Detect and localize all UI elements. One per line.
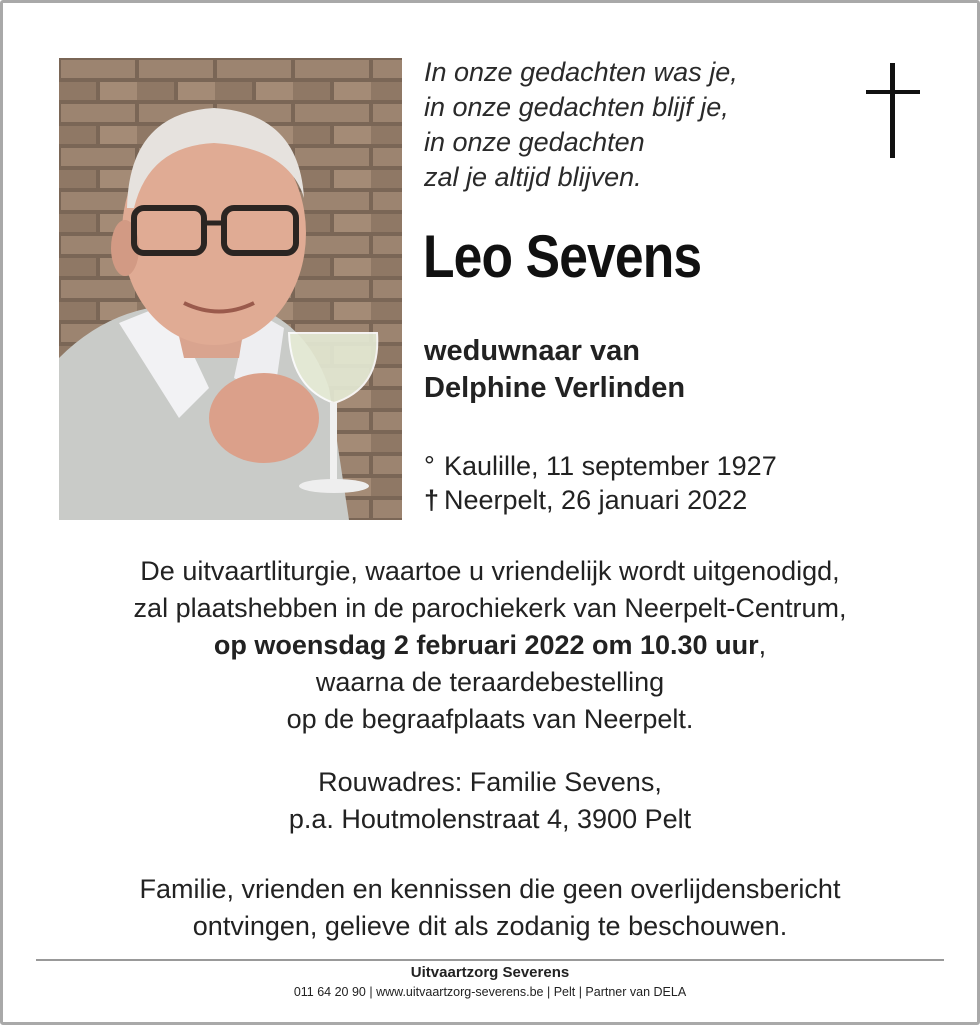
notice-line: Familie, vrienden en kennissen die geen overlijdensbericht (139, 874, 841, 904)
funeral-company: Uitvaartzorg Severens (410, 964, 570, 981)
poem-line: zal je altijd blijven. (424, 162, 642, 192)
spouse-name: Delphine Verlinden (424, 372, 686, 404)
cross-icon (860, 60, 926, 160)
mourning-address (0, 764, 980, 838)
liturgy-punctuation: , (758, 630, 767, 660)
spouse-line: weduwnaar van (424, 335, 640, 367)
contact-info: 011 64 20 90 | www.uitvaartzorg-severens.be | Pelt | Partner van DELA (293, 985, 687, 999)
liturgy-line: De uitvaartliturgie, waartoe u vriendelijk wordt uitgenodigd, (140, 556, 840, 586)
notice-line: ontvingen, gelieve dit als zodanig te beschouwen. (192, 911, 788, 941)
death-date: Neerpelt, 26 januari 2022 (444, 485, 748, 515)
poem-line: In onze gedachten was je, (424, 57, 738, 87)
death-line (424, 483, 777, 517)
portrait-photo (59, 58, 402, 520)
address-line: p.a. Houtmolenstraat 4, 3900 Pelt (288, 804, 692, 834)
life-dates (424, 449, 777, 517)
birth-line (424, 449, 777, 483)
footer-divider (36, 959, 944, 961)
ceremony-datetime: op woensdag 2 februari 2022 om 10.30 uur (213, 630, 759, 660)
birth-date: Kaulille, 11 september 1927 (444, 451, 777, 481)
spouse-info (424, 333, 685, 407)
address-line: Rouwadres: Familie Sevens, (318, 767, 662, 797)
death-symbol: † (424, 485, 440, 515)
liturgy-line: waarna de teraardebestelling (315, 667, 665, 697)
birth-symbol: ° (424, 451, 435, 481)
liturgy-text (0, 553, 980, 738)
liturgy-line: op de begraafplaats van Neerpelt. (286, 704, 694, 734)
notice-text (0, 871, 980, 945)
liturgy-line: zal plaatshebben in de parochiekerk van Neerpelt-Centrum, (133, 593, 847, 623)
liturgy-line (0, 627, 980, 664)
poem (424, 55, 844, 195)
deceased-name: Leo Sevens (423, 223, 702, 290)
poem-line: in onze gedachten (424, 127, 645, 157)
poem-line: in onze gedachten blijf je, (424, 92, 729, 122)
